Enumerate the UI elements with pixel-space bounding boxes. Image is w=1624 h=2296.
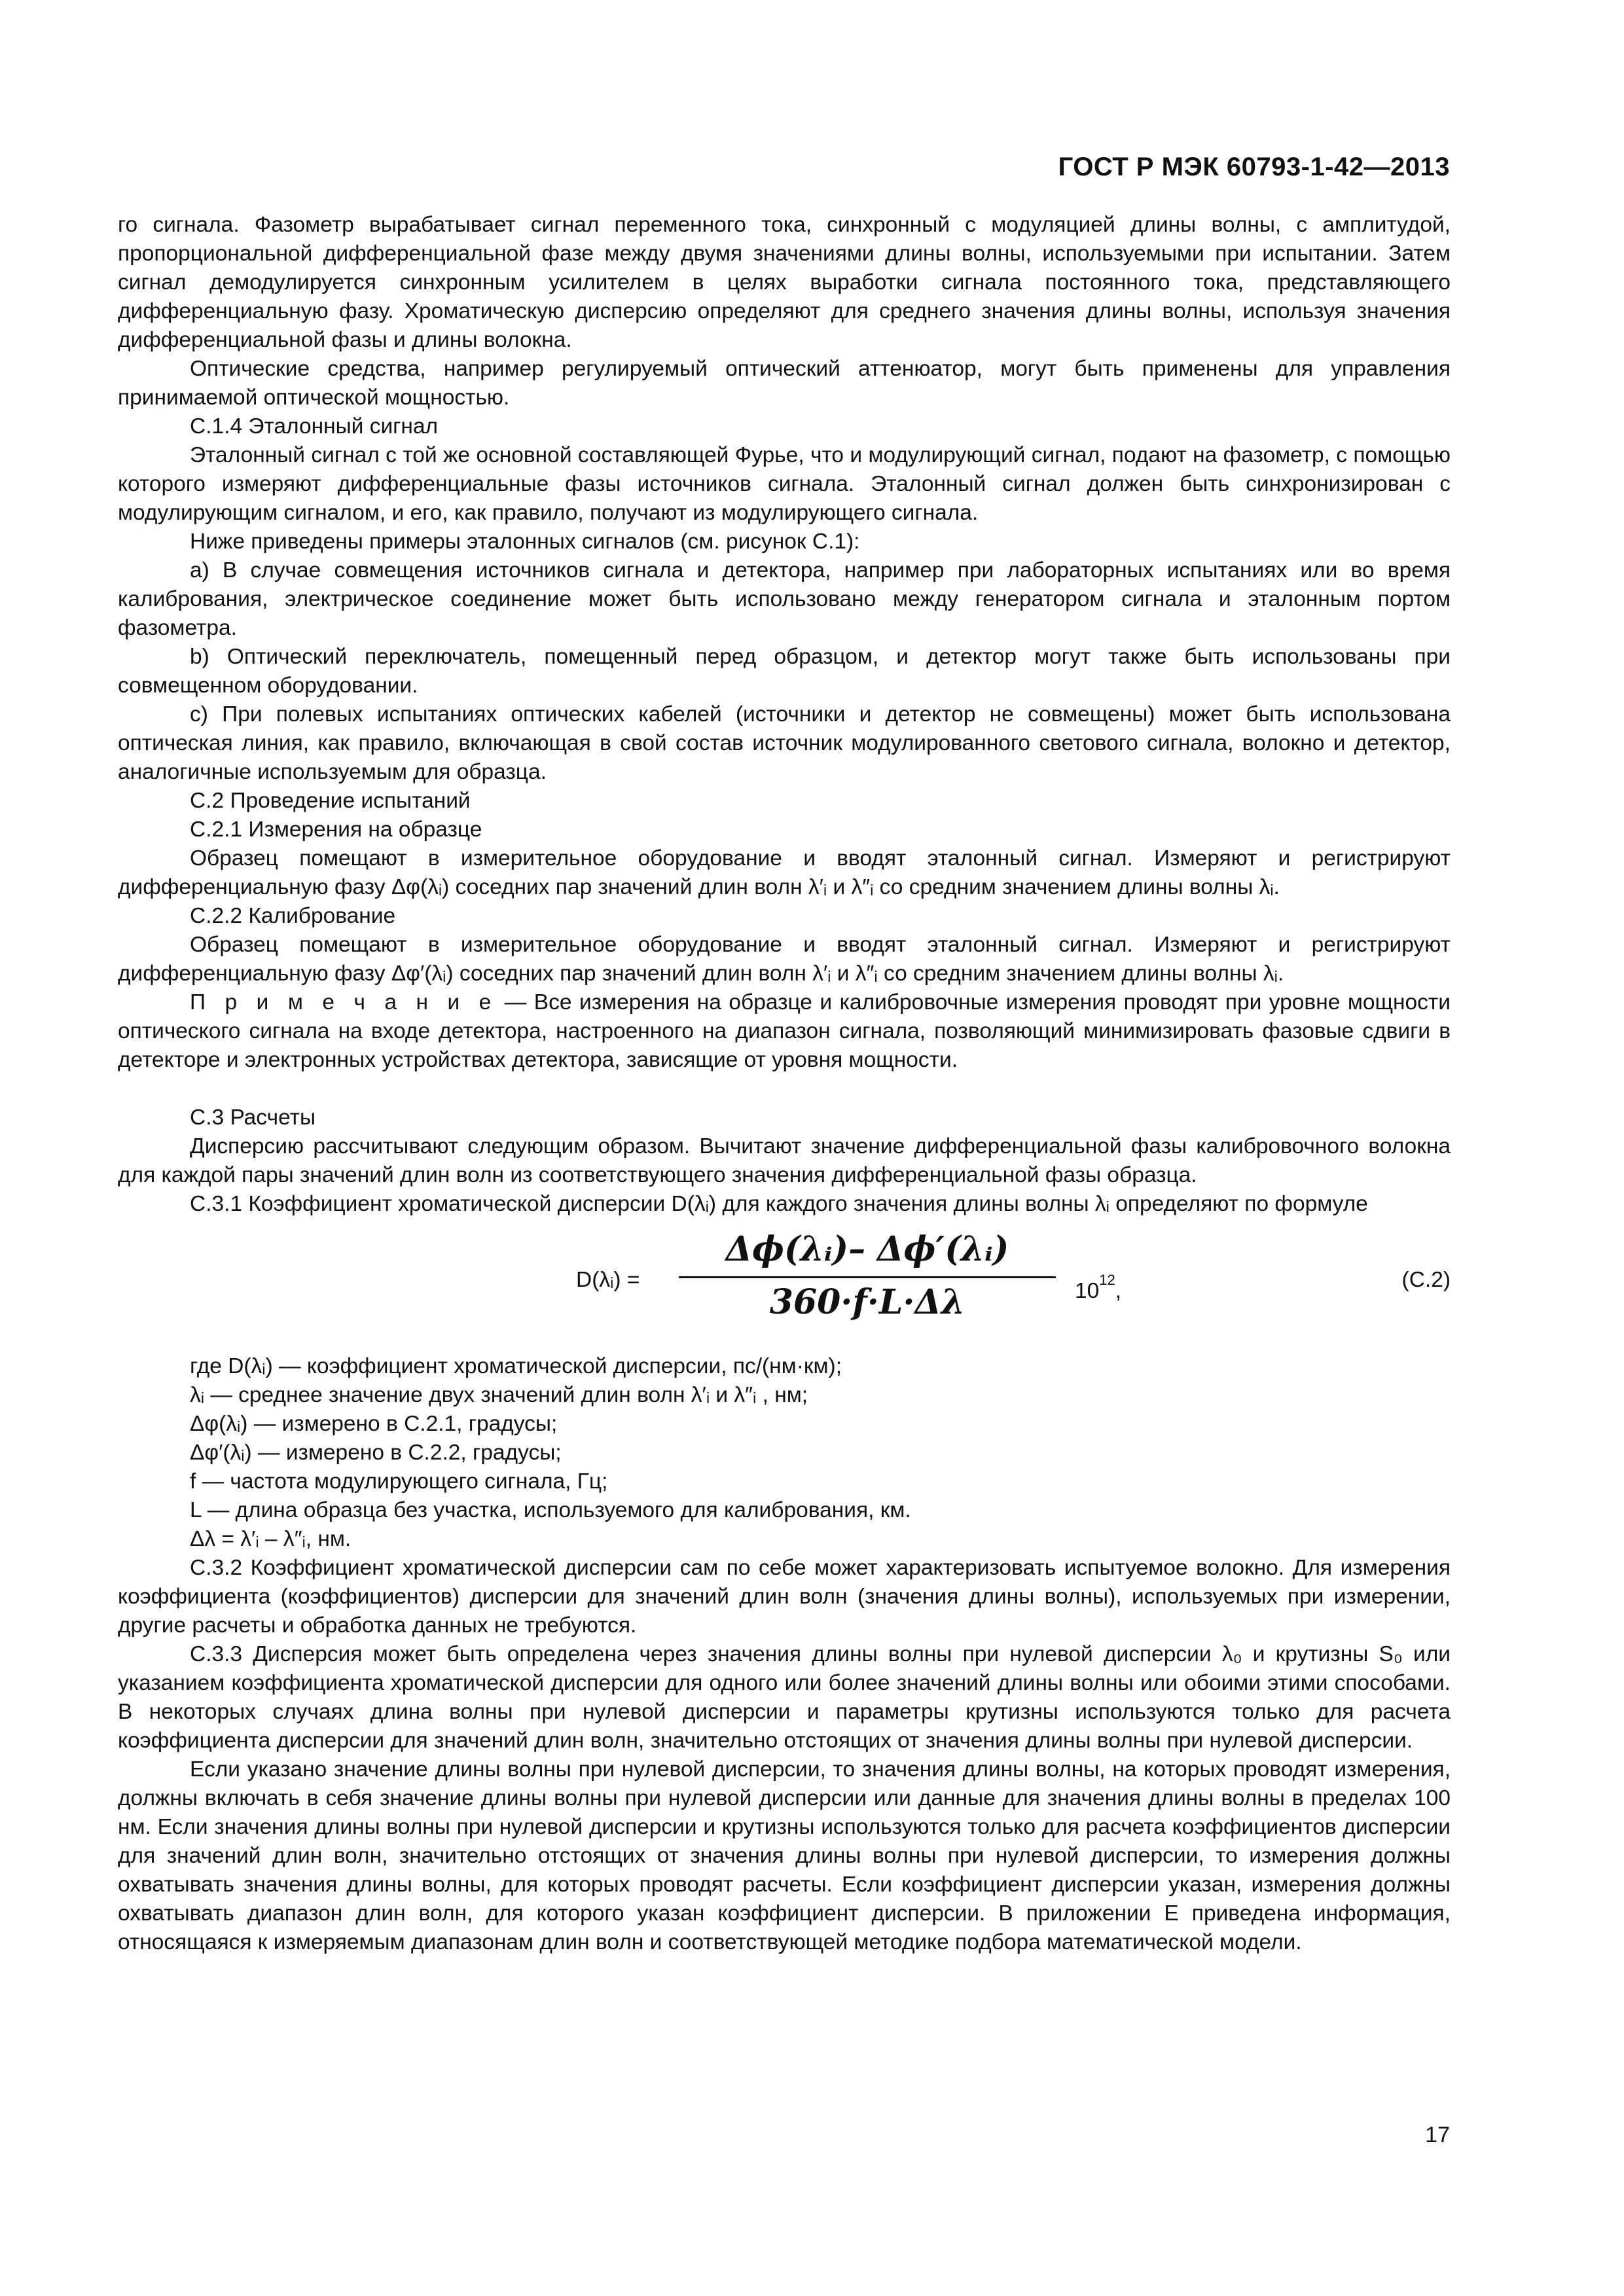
definition-d: где D(λᵢ) — коэффициент хроматической дисперсии, пс/(нм·км); bbox=[190, 1354, 842, 1378]
paragraph-c33: С.3.3 Дисперсия может быть определена через значения длины волны при нулевой дисперсии λ₀ и крутизны S₀ или указанием коэффициента хроматической дисперсии для одного или более значений длины волны или обоими этими способами. В некоторых случаях длина волны при нулевой дисперсии и параметры крутизны используются только для расчета коэффициента дисперсии для значений длин волн, значительно отстоящих от значения длины волны при нулевой дисперсии. bbox=[118, 1642, 1451, 1753]
list-item-a: a) В случае совмещения источников сигнала и детектора, например при лабораторных испытаниях или во время калибрования, электрическое соединение может быть использовано между генератором сигнала и эталонным портом фазометра. bbox=[118, 558, 1451, 640]
note-paragraph bbox=[118, 988, 1451, 1075]
formula-numerator: Δϕ(λᵢ)– Δϕ′(λᵢ) bbox=[725, 1229, 1009, 1269]
document-body bbox=[118, 211, 1451, 1957]
list-item-c: c) При полевых испытаниях оптических кабелей (источники и детектор не совмещены) может быть использована оптическая линия, как правило, включающая в свой состав источник модулированного светового сигнала, волокно и детектор, аналогичные используемым для образца. bbox=[118, 702, 1451, 784]
definition-dphi-prime: Δφ′(λᵢ) — измерено в С.2.2, градусы; bbox=[190, 1441, 562, 1465]
paragraph-sample-measurement: Образец помещают в измерительное оборудование и вводят эталонный сигнал. Измеряют и регистрируют дифференциальную фазу Δφ(λᵢ) соседних пар значений длин волн λ′ᵢ и λ″ᵢ со средним значением длины волны λᵢ. bbox=[118, 846, 1451, 899]
paragraph-examples-intro: Ниже приведены примеры эталонных сигналов (см. рисунок С.1): bbox=[190, 529, 860, 554]
note-text: — Все измерения на образце и калибровочные измерения проводят при уровне мощности оптического сигнала на входе детектора, настроенного на диапазон сигнала, позволяющий минимизировать фазовые сдвиги в детекторе и электронных устройствах детектора, зависящие от уровня мощности. bbox=[118, 990, 1451, 1072]
paragraph-optical-means: Оптические средства, например регулируемый оптический аттенюатор, могут быть применены для управления принимаемой оптической мощностью. bbox=[118, 357, 1451, 410]
formula-base: 10 bbox=[1075, 1279, 1100, 1303]
paragraph-c31: С.3.1 Коэффициент хроматической дисперсии D(λᵢ) для каждого значения длины волны λᵢ определяют по формуле bbox=[190, 1192, 1368, 1216]
note-label: П р и м е ч а н и е bbox=[190, 990, 497, 1014]
formula-c2 bbox=[118, 1225, 1451, 1350]
section-heading-c21: С.2.1 Измерения на образце bbox=[190, 817, 482, 842]
definition-dlambda: Δλ = λ′ᵢ – λ″ᵢ, нм. bbox=[190, 1527, 352, 1551]
paragraph-c32: С.3.2 Коэффициент хроматической дисперсии сам по себе может характеризовать испытуемое волокно. Для измерения коэффициента (коэффициентов) дисперсии для значений длин волн (значения длины волны), используемых при измерении, другие расчеты и обработка данных не требуются. bbox=[118, 1556, 1451, 1638]
formula-fraction bbox=[671, 1225, 1064, 1327]
section-heading-c14: С.1.4 Эталонный сигнал bbox=[190, 414, 439, 439]
formula-trailing: , bbox=[1115, 1279, 1122, 1303]
paragraph-zero-dispersion: Если указано значение длины волны при нулевой дисперсии, то значения длины волны, на которых проводят измерения, должны включать в себя значение длины волны при нулевой дисперсии или данные для значения длины волны в пределах 100 нм. Если значения длины волны при нулевой дисперсии и крутизны используются только для расчета коэффициентов дисперсии для значений длин волн, значительно отстоящих от значения длины волны при нулевой дисперсии, то измерения должны охватывать значения длины волны, для которых проводят расчеты. Если коэффициент дисперсии указан, измерения должны охватывать диапазон длин волн, для которого указан коэффициент дисперсии. В приложении Е приведена информация, относящаяся к измеряемым диапазонам длин волн и соответствующей методике подбора математической модели. bbox=[118, 1757, 1451, 1954]
formula-number: (С.2) bbox=[1401, 1268, 1451, 1292]
formula-exponent: 12 bbox=[1099, 1272, 1115, 1288]
section-heading-c3: С.3 Расчеты bbox=[190, 1105, 316, 1130]
definition-f: f — частота модулирующего сигнала, Гц; bbox=[190, 1469, 608, 1494]
formula-denominator: 360·f·L·Δλ bbox=[769, 1282, 965, 1322]
spacer bbox=[118, 1075, 1451, 1103]
definition-l: L — длина образца без участка, используемого для калибрования, км. bbox=[190, 1498, 911, 1522]
paragraph-dispersion-calc: Дисперсию рассчитывают следующим образом. Вычитают значение дифференциальной фазы калибровочного волокна для каждой пары значений длин волн из соответствующего значения дифференциальной фазы образца. bbox=[118, 1134, 1451, 1187]
definition-dphi: Δφ(λᵢ) — измерено в С.2.1, градусы; bbox=[190, 1412, 558, 1436]
formula-multiplier bbox=[1075, 1266, 1121, 1306]
paragraph-continuation: го сигнала. Фазометр вырабатывает сигнал переменного тока, синхронный с модуляцией длины волны, с амплитудой, пропорциональной дифференциальной фазе между двумя значениями длины волны, используемыми при испытании. Затем сигнал демодулируется синхронным усилителем в целях выработки сигнала постоянного тока, представляющего дифференциальную фазу. Хроматическую дисперсию определяют для среднего значения длины волны, используя значения дифференциальной фазы и длины волокна. bbox=[118, 213, 1451, 352]
formula-lhs: D(λᵢ) = bbox=[576, 1268, 640, 1292]
section-heading-c22: С.2.2 Калибрование bbox=[190, 904, 396, 928]
definition-lambda: λᵢ — среднее значение двух значений длин волн λ′ᵢ и λ″ᵢ , нм; bbox=[190, 1383, 808, 1407]
paragraph-calibration: Образец помещают в измерительное оборудование и вводят эталонный сигнал. Измеряют и регистрируют дифференциальную фазу Δφ′(λᵢ) соседних пар значений длин волн λ′ᵢ и λ″ᵢ со средним значением длины волны λᵢ. bbox=[118, 933, 1451, 986]
list-item-b: b) Оптический переключатель, помещенный перед образцом, и детектор могут также быть использованы при совмещенном оборудовании. bbox=[118, 645, 1451, 698]
page-number: 17 bbox=[1425, 2123, 1450, 2147]
document-header: ГОСТ Р МЭК 60793-1-42—2013 bbox=[1058, 152, 1450, 181]
section-heading-c2: С.2 Проведение испытаний bbox=[190, 789, 471, 813]
paragraph-reference-signal: Эталонный сигнал с той же основной составляющей Фурье, что и модулирующий сигнал, подают на фазометр, с помощью которого измеряют дифференциальные фазы источников сигнала. Эталонный сигнал должен быть синхронизирован с модулирующим сигналом, и его, как правило, получают из модулирующего сигнала. bbox=[118, 443, 1451, 525]
